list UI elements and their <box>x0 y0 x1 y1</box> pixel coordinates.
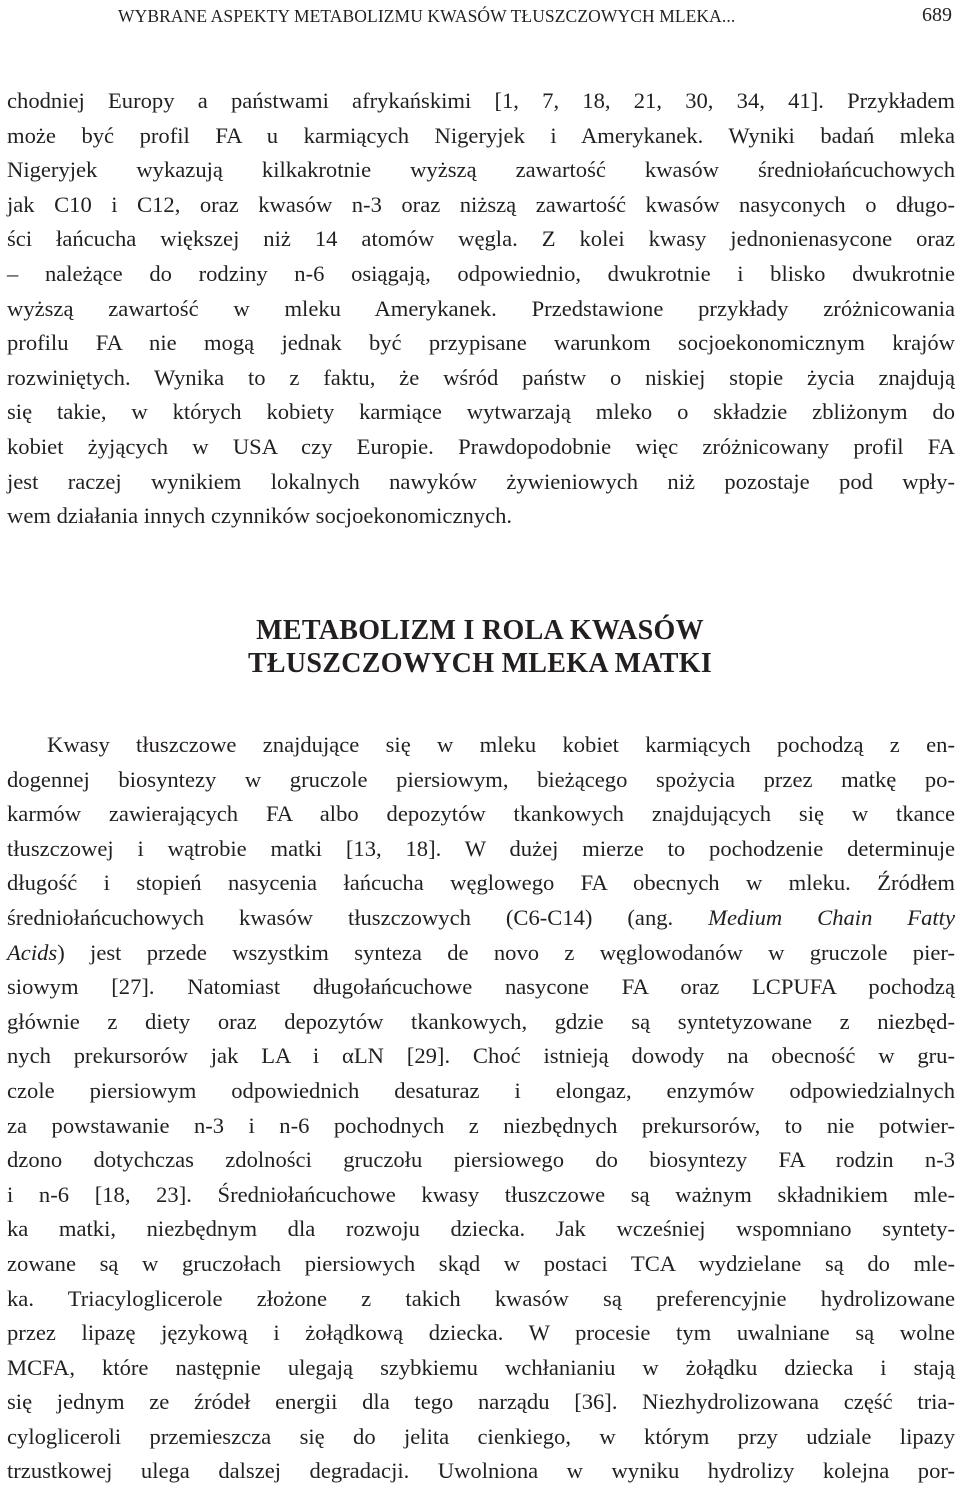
text-line: siowym [27]. Natomiast długołańcuchowe nasycone FA oraz LCPUFA pochodzą <box>7 974 955 1000</box>
section-heading-line-1: METABOLIZM I ROLA KWASÓW <box>256 615 704 646</box>
section-heading-line-2: TŁUSZCZOWYCH MLEKA MATKI <box>247 648 713 679</box>
text-line: profilu FA nie mogą jednak być przypisane warunkom socjoekonomicznym krajów <box>7 330 955 356</box>
text-line: trzustkowej ulega dalszej degradacji. Uwolniona w wyniku hydrolizy kolejna por- <box>7 1458 955 1484</box>
text-line: ka matki, niezbędnym dla rozwoju dziecka. Jak wcześniej wspomniano syntety- <box>7 1216 955 1242</box>
text-line: Acids) jest przede wszystkim synteza de novo z węglowodanów w gruczole pier- <box>7 939 955 965</box>
text-line: się takie, w których kobiety karmiące wytwarzają mleko o składzie zbliżonym do <box>7 399 955 425</box>
text-line: Kwasy tłuszczowe znajdujące się w mleku kobiet karmiących pochodzą z en- <box>47 732 955 757</box>
text-line: dogennej biosyntezy w gruczole piersiowym, bieżącego spożycia przez matkę po- <box>7 766 955 792</box>
body-paragraph-1 <box>7 84 955 534</box>
text-line: cyloglicerolі przemieszcza się do jelita cienkiego, w którym przy udziale lipazy <box>7 1423 955 1449</box>
text-line: ści łańcucha większej niż 14 atomów węgla. Z kolei kwasy jednonienasycone oraz <box>7 226 955 252</box>
text-line: – należące do rodziny n-6 osiągają, odpowiednio, dwukrotnie i blisko dwukrotnie <box>7 260 955 286</box>
running-title: WYBRANE ASPEKTY METABOLIZMU KWASÓW TŁUSZCZOWYCH MLEKA... <box>118 6 736 26</box>
text-line: się jednym ze źródeł energii dla tego narządu [36]. Niezhydrolizowana część tria- <box>7 1389 955 1415</box>
text-line: długość i stopień nasycenia łańcucha węglowego FA obecnych w mleku. Źródłem <box>7 870 955 896</box>
text-line: wem działania innych czynników socjoekonomicznych. <box>7 503 513 529</box>
text-line: karmów zawierających FA albo depozytów tkankowych znajdujących się w tkance <box>7 801 955 827</box>
text-line: głównie z diety oraz depozytów tkankowych, gdzie są syntetyzowane z niezbęd- <box>7 1008 955 1034</box>
italic-term: Medium Chain Fatty <box>708 904 955 930</box>
text-line: kobiet żyjących w USA czy Europie. Prawdopodobnie więc zróżnicowany profil FA <box>7 433 955 459</box>
text-line: przez lipazę językową i żołądkową dziecka. W procesie tym uwalniane są wolne <box>7 1320 955 1346</box>
text-line: za powstawanie n-3 i n-6 pochodnych z niezbędnych prekursorów, to nie potwier- <box>7 1112 955 1138</box>
text-line: ka. Triacyloglicerole złożone z takich kwasów są preferencyjnie hydrolizowane <box>7 1285 955 1311</box>
text-line: MCFA, które następnie ulegają szybkiemu wchłanianiu w żołądku dziecka i stają <box>7 1354 955 1380</box>
text-line: dzono dotychczas zdolności gruczołu piersiowego do biosyntezy FA rodzin n-3 <box>7 1147 955 1173</box>
section-heading <box>0 614 960 680</box>
text-line: jest raczej wynikiem lokalnych nawyków żywieniowych niż pozostaje pod wpły- <box>7 468 955 494</box>
text-line: tłuszczowej i wątrobie matki [13, 18]. W dużej mierze to pochodzenie determinuje <box>7 835 955 861</box>
text-line: średniołańcuchowych kwasów tłuszczowych (C6-C14) (ang. Medium Chain Fatty <box>7 904 955 930</box>
text-line: chodniej Europy a państwami afrykańskimi [1, 7, 18, 21, 30, 34, 41]. Przykładem <box>7 88 955 113</box>
text-line: i n-6 [18, 23]. Średniołańcuchowe kwasy tłuszczowe są ważnym składnikiem mle- <box>7 1181 955 1207</box>
text-line: Nigeryjek wykazują kilkakrotnie wyższą zawartość kwasów średniołańcuchowych <box>7 157 955 183</box>
page-number: 689 <box>922 4 952 26</box>
running-head <box>0 0 960 36</box>
text-line: wyższą zawartość w mleku Amerykanek. Przedstawione przykłady zróżnicowania <box>7 295 955 321</box>
text-line: nych prekursorów jak LA i αLN [29]. Choć istnieją dowody na obecność w gru- <box>7 1043 955 1069</box>
text-line: jak C10 i C12, oraz kwasów n-3 oraz niższą zawartość kwasów nasyconych o długo- <box>7 191 955 217</box>
text-line: zowane są w gruczołach piersiowych skąd w postaci TCA wydzielane są do mle- <box>7 1250 955 1276</box>
body-paragraph-2 <box>7 728 955 1489</box>
text-line: rozwiniętych. Wynika to z faktu, że wśród państw o niskiej stopie życia znajdują <box>7 364 955 390</box>
text-line: może być profil FA u karmiących Nigeryjek i Amerykanek. Wyniki badań mleka <box>7 122 955 148</box>
italic-term: Acids <box>7 939 58 965</box>
text-line: czole piersiowym odpowiednich desaturaz i elongaz, enzymów odpowiedzialnych <box>7 1077 955 1103</box>
